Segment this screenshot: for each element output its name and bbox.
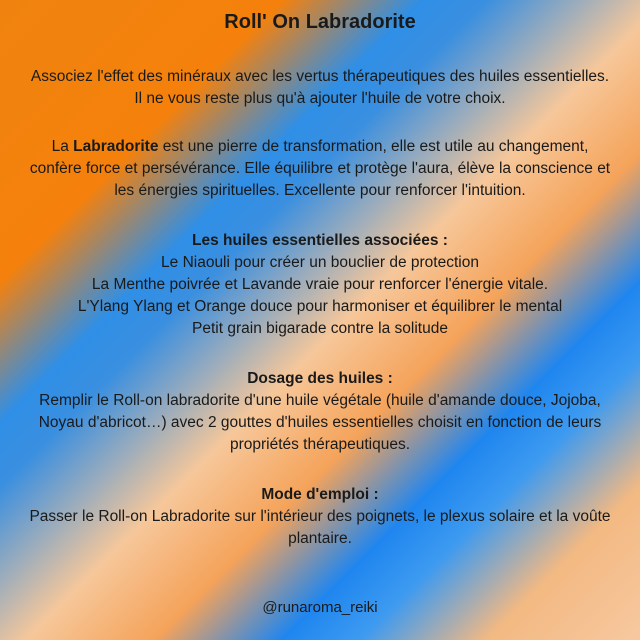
description-line: confère force et persévérance. Elle équilibre et protège l'aura, élève la conscience et bbox=[29, 160, 611, 177]
dosage-section bbox=[0, 368, 640, 456]
dosage-line: Noyau d'abricot…) avec 2 gouttes d'huiles essentielles choisit en fonction de leurs bbox=[38, 414, 602, 431]
oil-item: L'Ylang Ylang et Orange douce pour harmoniser et équilibrer le mental bbox=[77, 298, 563, 315]
stone-name: Labradorite bbox=[73, 138, 159, 155]
dosage-heading: Dosage des huiles : bbox=[247, 370, 393, 387]
usage-line: plantaire. bbox=[288, 530, 352, 547]
description-paragraph bbox=[0, 136, 640, 202]
description-line: les énergies spirituelles. Excellente pour renforcer l'intuition. bbox=[114, 182, 526, 199]
oils-section bbox=[0, 230, 640, 340]
dosage-line: propriétés thérapeutiques. bbox=[229, 436, 411, 453]
dosage-line: Remplir le Roll-on labradorite d'une huile végétale (huile d'amande douce, Jojoba, bbox=[39, 392, 601, 409]
usage-line: Passer le Roll-on Labradorite sur l'intérieur des poignets, le plexus solaire et la voûte bbox=[29, 508, 611, 525]
oils-heading: Les huiles essentielles associées : bbox=[192, 232, 448, 249]
usage-heading: Mode d'emploi : bbox=[261, 486, 379, 503]
intro-line: Associez l'effet des minéraux avec les vertus thérapeutiques des huiles essentielles. bbox=[30, 68, 610, 85]
intro-paragraph bbox=[0, 66, 640, 110]
oil-item: Le Niaouli pour créer un bouclier de protection bbox=[161, 254, 479, 271]
social-handle: @runaroma_reiki bbox=[262, 599, 378, 616]
intro-line: Il ne vous reste plus qu'à ajouter l'huile de votre choix. bbox=[134, 90, 506, 107]
oil-item: La Menthe poivrée et Lavande vraie pour renforcer l'énergie vitale. bbox=[91, 276, 549, 293]
description-line bbox=[0, 136, 640, 158]
oil-item: Petit grain bigarade contre la solitude bbox=[192, 320, 448, 337]
page-title: Roll' On Labradorite bbox=[224, 11, 416, 33]
description-line1-rest: est une pierre de transformation, elle est utile au changement, bbox=[158, 138, 589, 155]
usage-section bbox=[0, 484, 640, 550]
description-prefix: La bbox=[51, 138, 74, 155]
